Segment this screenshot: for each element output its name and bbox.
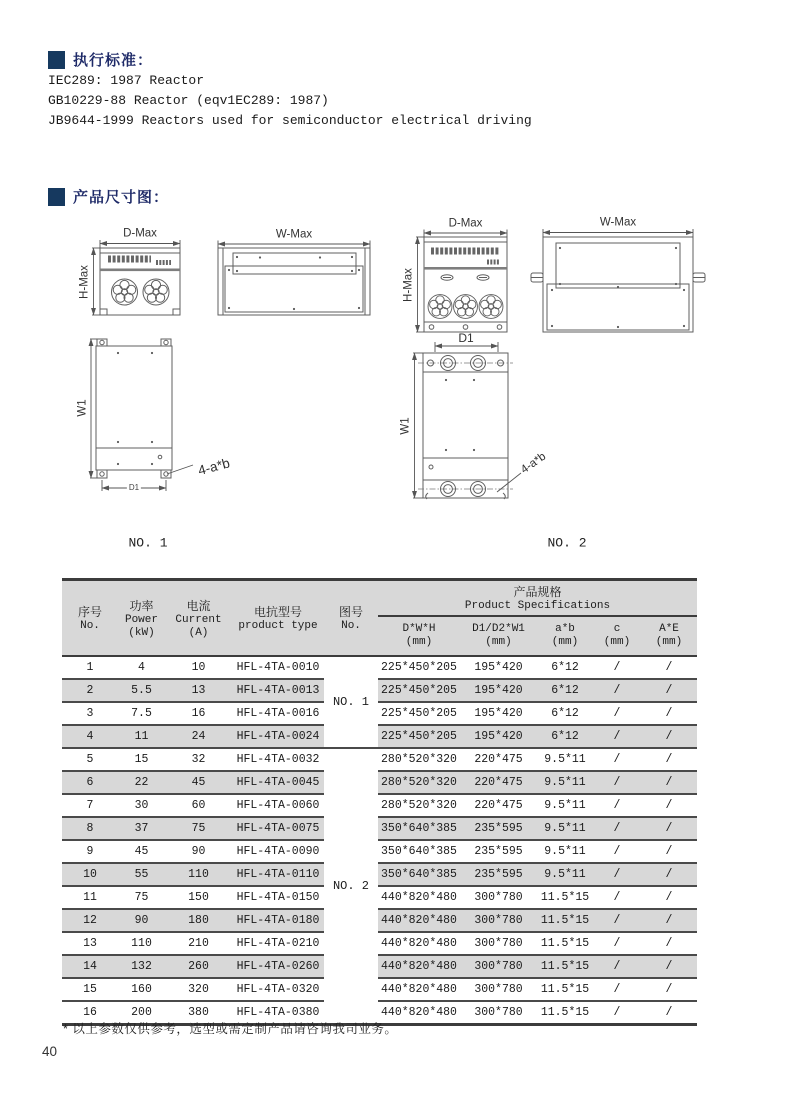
cell-ab: 11.5*15 — [537, 886, 593, 909]
header-col-d1w1: D1/D2*W1 (mm) — [460, 616, 537, 656]
figure2-caption: NO. 2 — [547, 535, 587, 551]
cell-c: / — [593, 840, 641, 863]
no2-side-view — [531, 229, 705, 332]
cell-power: 11 — [118, 725, 165, 748]
cell-d1w1: 300*780 — [460, 955, 537, 978]
cell-type: HFL-4TA-0024 — [232, 725, 324, 748]
cell-ab: 6*12 — [537, 702, 593, 725]
cell-dwh: 225*450*205 — [378, 679, 460, 702]
cell-c: / — [593, 679, 641, 702]
cell-type: HFL-4TA-0320 — [232, 978, 324, 1001]
cell-ae: / — [641, 863, 697, 886]
cell-d1w1: 235*595 — [460, 863, 537, 886]
cell-c: / — [593, 1001, 641, 1024]
cell-current: 110 — [165, 863, 232, 886]
cell-dwh: 440*820*480 — [378, 886, 460, 909]
cell-type: HFL-4TA-0016 — [232, 702, 324, 725]
cell-current: 45 — [165, 771, 232, 794]
cell-ae: / — [641, 1001, 697, 1024]
cell-dwh: 280*520*320 — [378, 771, 460, 794]
cell-d1w1: 195*420 — [460, 702, 537, 725]
cell-no: 16 — [62, 1001, 118, 1024]
table-footnote: * 以上参数仅供参考，选型或需定制产品请咨询我司业务。 — [63, 1022, 398, 1036]
cell-figure-no: NO. 1 — [324, 656, 378, 748]
table-row — [62, 817, 697, 840]
dim-label-d1: D1 — [458, 331, 474, 345]
header-col-power: 功率 Power (kW) — [118, 580, 165, 657]
table-row — [62, 771, 697, 794]
cell-no: 1 — [62, 656, 118, 679]
cell-power: 75 — [118, 886, 165, 909]
cell-power: 22 — [118, 771, 165, 794]
cell-dwh: 225*450*205 — [378, 656, 460, 679]
cell-dwh: 350*640*385 — [378, 863, 460, 886]
cell-c: / — [593, 909, 641, 932]
table-row — [62, 748, 697, 771]
table-row — [62, 978, 697, 1001]
cell-dwh: 350*640*385 — [378, 817, 460, 840]
spec-table-body — [62, 656, 697, 1024]
cell-no: 7 — [62, 794, 118, 817]
figure1-caption: NO. 1 — [128, 535, 168, 551]
page-number: 40 — [42, 1044, 58, 1059]
standard-item: IEC289: 1987 Reactor — [48, 73, 205, 88]
cell-type: HFL-4TA-0180 — [232, 909, 324, 932]
cell-current: 320 — [165, 978, 232, 1001]
cell-no: 5 — [62, 748, 118, 771]
cell-d1w1: 195*420 — [460, 725, 537, 748]
cell-d1w1: 300*780 — [460, 978, 537, 1001]
cell-d1w1: 235*595 — [460, 817, 537, 840]
dim-label-w1: W1 — [399, 416, 412, 435]
section-bullet-icon — [48, 51, 65, 69]
cell-current: 380 — [165, 1001, 232, 1024]
standard-item: GB10229-88 Reactor (eqv1EC289: 1987) — [48, 93, 329, 108]
cell-power: 200 — [118, 1001, 165, 1024]
cell-figure-no: NO. 2 — [324, 748, 378, 1024]
dim-label-d1: D1 — [128, 482, 140, 492]
dim-label-hmax: H-Max — [78, 264, 91, 299]
cell-dwh: 440*820*480 — [378, 978, 460, 1001]
cell-c: / — [593, 863, 641, 886]
fan-icon — [454, 295, 478, 319]
cell-ab: 9.5*11 — [537, 817, 593, 840]
cell-current: 16 — [165, 702, 232, 725]
cell-current: 180 — [165, 909, 232, 932]
cell-c: / — [593, 817, 641, 840]
cell-ae: / — [641, 794, 697, 817]
cell-c: / — [593, 794, 641, 817]
table-row — [62, 794, 697, 817]
cell-power: 15 — [118, 748, 165, 771]
cell-no: 9 — [62, 840, 118, 863]
cell-power: 160 — [118, 978, 165, 1001]
cell-power: 30 — [118, 794, 165, 817]
cell-no: 11 — [62, 886, 118, 909]
cell-dwh: 440*820*480 — [378, 932, 460, 955]
cell-type: HFL-4TA-0380 — [232, 1001, 324, 1024]
table-row — [62, 955, 697, 978]
no1-front-view — [92, 240, 180, 315]
cell-c: / — [593, 955, 641, 978]
table-row — [62, 840, 697, 863]
fan-icon — [112, 279, 138, 305]
header-col-current: 电流 Current (A) — [165, 580, 232, 657]
cell-ab: 6*12 — [537, 679, 593, 702]
cell-type: HFL-4TA-0260 — [232, 955, 324, 978]
cell-current: 32 — [165, 748, 232, 771]
cell-ab: 11.5*15 — [537, 1001, 593, 1024]
cell-ab: 9.5*11 — [537, 863, 593, 886]
cell-ab: 11.5*15 — [537, 955, 593, 978]
cell-no: 15 — [62, 978, 118, 1001]
cell-no: 4 — [62, 725, 118, 748]
cell-no: 10 — [62, 863, 118, 886]
cell-current: 10 — [165, 656, 232, 679]
dim-label-mounting-holes: 4-a*b — [196, 455, 232, 479]
table-row — [62, 656, 697, 679]
cell-c: / — [593, 932, 641, 955]
header-col-c: c (mm) — [593, 616, 641, 656]
no2-front-view — [416, 230, 507, 333]
cell-no: 8 — [62, 817, 118, 840]
cell-no: 12 — [62, 909, 118, 932]
header-col-figure: 图号 No. — [324, 580, 378, 657]
section-bullet-icon — [48, 188, 65, 206]
cell-no: 13 — [62, 932, 118, 955]
cell-c: / — [593, 886, 641, 909]
header-col-type: 电抗型号 product type — [232, 580, 324, 657]
cell-d1w1: 220*475 — [460, 771, 537, 794]
cell-ab: 6*12 — [537, 725, 593, 748]
cell-ae: / — [641, 817, 697, 840]
cell-no: 14 — [62, 955, 118, 978]
cell-dwh: 280*520*320 — [378, 794, 460, 817]
table-row — [62, 702, 697, 725]
dim-label-hmax: H-Max — [402, 267, 415, 302]
cell-power: 4 — [118, 656, 165, 679]
cell-current: 13 — [165, 679, 232, 702]
dim-label-mounting-holes: 4-a*b — [518, 450, 549, 477]
product-dimension-drawings — [40, 205, 760, 560]
cell-c: / — [593, 725, 641, 748]
cell-power: 37 — [118, 817, 165, 840]
cell-d1w1: 300*780 — [460, 886, 537, 909]
cell-ae: / — [641, 702, 697, 725]
fan-icon — [143, 279, 169, 305]
cell-ae: / — [641, 978, 697, 1001]
cell-type: HFL-4TA-0045 — [232, 771, 324, 794]
cell-ae: / — [641, 725, 697, 748]
cell-dwh: 440*820*480 — [378, 909, 460, 932]
cell-type: HFL-4TA-0060 — [232, 794, 324, 817]
header-col-ab: a*b (mm) — [537, 616, 593, 656]
table-row — [62, 886, 697, 909]
cell-ab: 9.5*11 — [537, 771, 593, 794]
standards-list — [48, 71, 532, 131]
cell-d1w1: 220*475 — [460, 794, 537, 817]
cell-power: 90 — [118, 909, 165, 932]
cell-d1w1: 235*595 — [460, 840, 537, 863]
cell-ab: 11.5*15 — [537, 909, 593, 932]
cell-ab: 9.5*11 — [537, 748, 593, 771]
cell-d1w1: 195*420 — [460, 679, 537, 702]
standards-section-header — [48, 49, 153, 70]
cell-ae: / — [641, 840, 697, 863]
dim-label-dmax: D-Max — [448, 216, 483, 229]
cell-type: HFL-4TA-0090 — [232, 840, 324, 863]
cell-d1w1: 220*475 — [460, 748, 537, 771]
cell-dwh: 440*820*480 — [378, 1001, 460, 1024]
cell-ae: / — [641, 909, 697, 932]
cell-current: 75 — [165, 817, 232, 840]
cell-dwh: 350*640*385 — [378, 840, 460, 863]
cell-type: HFL-4TA-0150 — [232, 886, 324, 909]
standards-section-title: 执行标准： — [73, 52, 154, 69]
cell-no: 6 — [62, 771, 118, 794]
fan-icon — [428, 295, 452, 319]
table-row — [62, 932, 697, 955]
cell-dwh: 280*520*320 — [378, 748, 460, 771]
header-col-ae: A*E (mm) — [641, 616, 697, 656]
cell-ae: / — [641, 679, 697, 702]
cell-power: 110 — [118, 932, 165, 955]
cell-ab: 9.5*11 — [537, 794, 593, 817]
cell-dwh: 440*820*480 — [378, 955, 460, 978]
cell-c: / — [593, 702, 641, 725]
cell-d1w1: 300*780 — [460, 1001, 537, 1024]
header-col-dwh: D*W*H (mm) — [378, 616, 460, 656]
no1-bottom-view — [90, 339, 193, 491]
cell-ae: / — [641, 748, 697, 771]
dim-label-wmax: W-Max — [599, 215, 637, 228]
cell-current: 210 — [165, 932, 232, 955]
cell-power: 55 — [118, 863, 165, 886]
table-row — [62, 863, 697, 886]
cell-power: 45 — [118, 840, 165, 863]
cell-no: 3 — [62, 702, 118, 725]
cell-c: / — [593, 978, 641, 1001]
cell-current: 24 — [165, 725, 232, 748]
no1-side-view — [218, 241, 370, 316]
cell-type: HFL-4TA-0013 — [232, 679, 324, 702]
cell-type: HFL-4TA-0032 — [232, 748, 324, 771]
header-col-no: 序号 No. — [62, 580, 118, 657]
dimensions-section-header — [48, 186, 169, 207]
cell-power: 5.5 — [118, 679, 165, 702]
cell-ab: 9.5*11 — [537, 840, 593, 863]
cell-current: 90 — [165, 840, 232, 863]
dimensions-section-title: 产品尺寸图： — [73, 189, 170, 206]
cell-type: HFL-4TA-0210 — [232, 932, 324, 955]
cell-ae: / — [641, 656, 697, 679]
cell-no: 2 — [62, 679, 118, 702]
dim-label-dmax: D-Max — [123, 227, 157, 240]
cell-ae: / — [641, 886, 697, 909]
cell-c: / — [593, 656, 641, 679]
cell-current: 60 — [165, 794, 232, 817]
cell-ae: / — [641, 932, 697, 955]
cell-type: HFL-4TA-0110 — [232, 863, 324, 886]
fan-icon — [479, 295, 503, 319]
dim-label-wmax: W-Max — [275, 227, 313, 240]
cell-ae: / — [641, 771, 697, 794]
header-specs-group: 产品规格 Product Specifications — [378, 580, 697, 617]
standard-item: JB9644-1999 Reactors used for semiconductor electrical driving — [48, 113, 532, 128]
cell-ab: 11.5*15 — [537, 978, 593, 1001]
cell-ae: / — [641, 955, 697, 978]
cell-d1w1: 300*780 — [460, 932, 537, 955]
cell-d1w1: 195*420 — [460, 656, 537, 679]
table-row — [62, 725, 697, 748]
cell-d1w1: 300*780 — [460, 909, 537, 932]
cell-c: / — [593, 748, 641, 771]
no2-bottom-view — [413, 342, 521, 499]
dim-label-w1: W1 — [76, 399, 89, 417]
cell-current: 150 — [165, 886, 232, 909]
dimension-drawing-canvas — [40, 205, 760, 560]
product-specifications-table — [62, 578, 697, 1026]
cell-power: 132 — [118, 955, 165, 978]
cell-c: / — [593, 771, 641, 794]
cell-dwh: 225*450*205 — [378, 725, 460, 748]
cell-ab: 6*12 — [537, 656, 593, 679]
cell-current: 260 — [165, 955, 232, 978]
cell-dwh: 225*450*205 — [378, 702, 460, 725]
cell-power: 7.5 — [118, 702, 165, 725]
table-row — [62, 679, 697, 702]
cell-type: HFL-4TA-0075 — [232, 817, 324, 840]
cell-ab: 11.5*15 — [537, 932, 593, 955]
cell-type: HFL-4TA-0010 — [232, 656, 324, 679]
table-row — [62, 909, 697, 932]
